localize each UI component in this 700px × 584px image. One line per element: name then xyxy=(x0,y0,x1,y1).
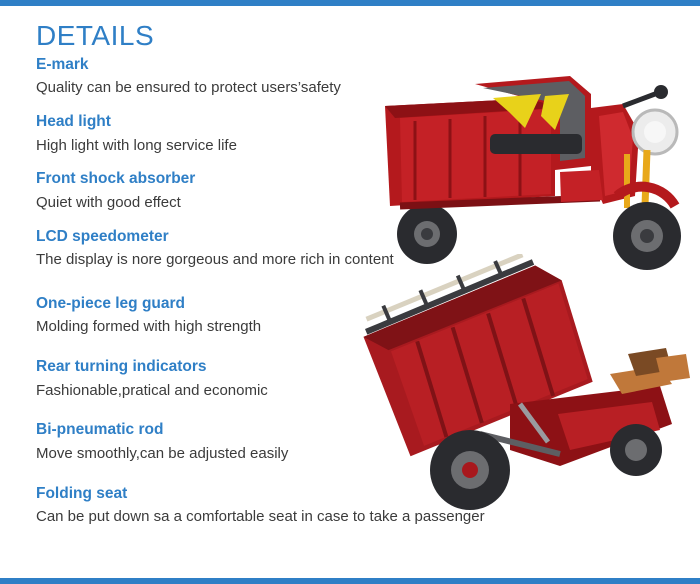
product-image-bottom xyxy=(360,254,696,544)
feature-title: Folding seat xyxy=(36,484,128,502)
feature-title: E-mark xyxy=(36,56,89,73)
feature-description: The display is nore gorgeous and more rich in content xyxy=(36,251,394,269)
feature-title: Front shock absorber xyxy=(36,170,196,188)
feature-description: Quality can be ensured to protect users’safety xyxy=(36,79,341,97)
feature-description: Quiet with good effect xyxy=(36,193,181,211)
page-content xyxy=(0,6,700,578)
feature-title: Rear turning indicators xyxy=(36,358,207,376)
bottom-accent-bar xyxy=(0,578,700,584)
feature-description: Can be put down sa a comfortable seat in case to take a passenger xyxy=(36,508,485,525)
feature-title: Head light xyxy=(36,113,111,131)
feature-description: Molding formed with high strength xyxy=(36,318,262,336)
product-image-top xyxy=(355,46,695,286)
feature-description: High light with long service life xyxy=(36,136,237,154)
page-title: DETAILS xyxy=(36,20,155,51)
feature-title: One-piece leg guard xyxy=(36,294,186,312)
feature-title: LCD speedometer xyxy=(36,227,169,245)
feature-title: Bi-pneumatic rod xyxy=(36,421,164,439)
feature-description: Fashionable,pratical and economic xyxy=(36,381,268,399)
feature-description: Move smoothly,can be adjusted easily xyxy=(36,444,289,462)
